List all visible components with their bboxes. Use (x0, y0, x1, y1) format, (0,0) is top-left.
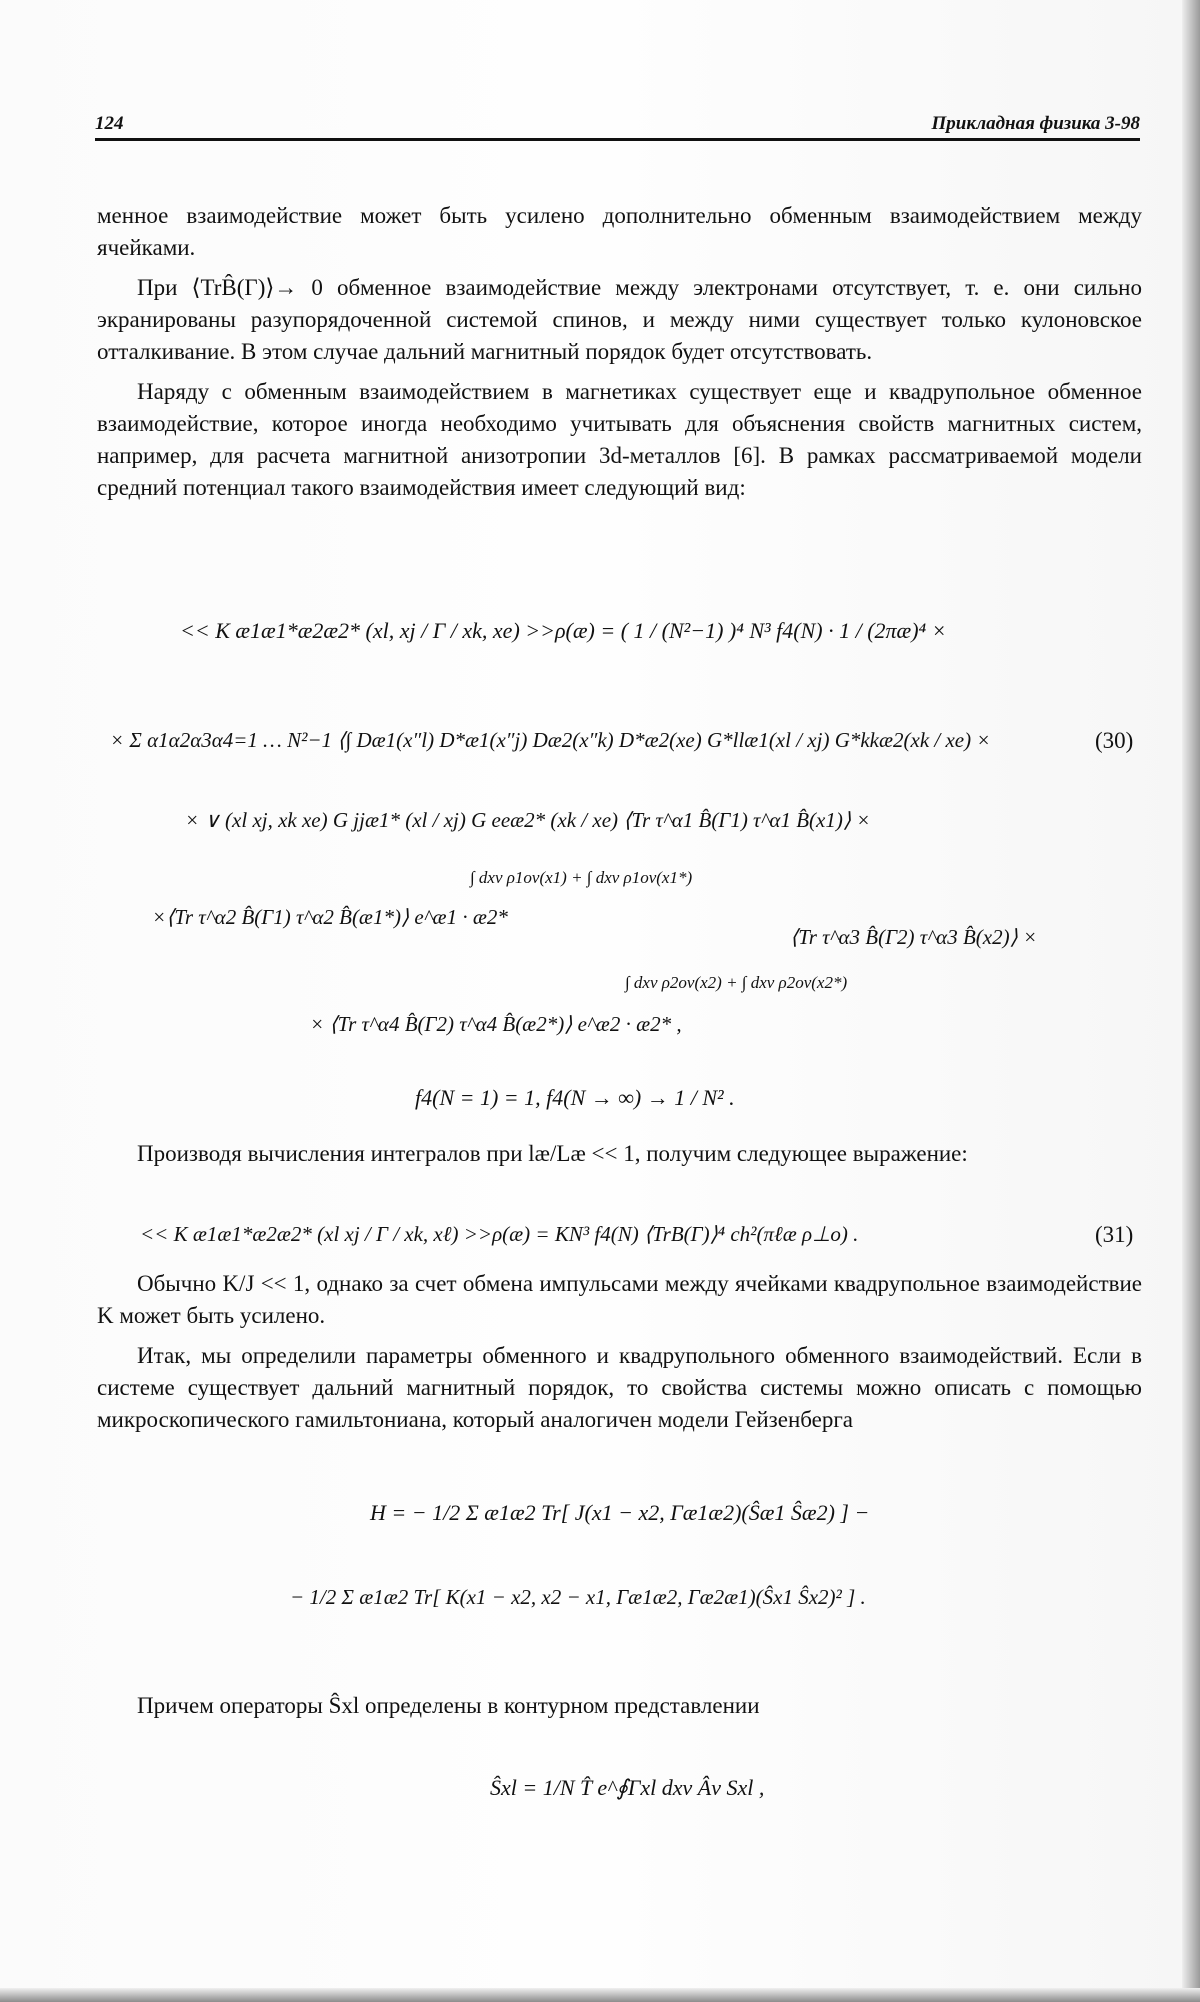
text-block-operators (97, 1690, 1142, 1730)
equation-30-line-4: ×⟨Tr τ^α2 B̂(Γ1) τ^α2 B̂(æ1*)⟩ e^æ1 · æ2* (152, 905, 508, 929)
text-block-top (97, 200, 1142, 512)
paragraph-heisenberg: Итак, мы определили параметры обменного и квадрупольного обменного взаимодействий. Если в системе существует дальний магнитный порядок, то свойства системы можно описать с помощью микроскопического гамильтониана, который аналогичен модели Гейзенберга (97, 1343, 1142, 1432)
equation-30-line-4-right: ⟨Tr τ^α3 B̂(Γ2) τ^α3 B̂(x2)⟩ × (790, 925, 1038, 949)
equation-30-number: (30) (1095, 728, 1134, 753)
equation-31-number: (31) (1095, 1222, 1134, 1247)
equation-30-line-4-exponent: ∫ dxν ρ1oν(x1) + ∫ dxν ρ1oν(x1*) (470, 868, 693, 887)
hamiltonian-line-2: − 1/2 Σ æ1æ2 Tr[ K(x1 − x2, x2 − x1, Γæ1æ2, Γæ2æ1)(Ŝx1 Ŝx2)² ] . (290, 1585, 866, 1609)
paragraph-integrals: Производя вычисления интегралов при læ/Læ << 1, получим следующее выражение: (137, 1141, 968, 1166)
scan-edge-right (1182, 0, 1200, 2002)
paragraph-exchange-absent: При ⟨TrB̂(Γ)⟩→ 0 обменное взаимодействие между электронами отсутствует, т. е. они сильно экранированы разупорядоченной системой спинов, и между ними существует только кулоновское отталкивание. В этом случае дальний магнитный порядок будет отсутствовать. (97, 275, 1142, 364)
running-header (95, 110, 1140, 141)
text-block-integrals (97, 1138, 1142, 1178)
paragraph-quadrupole: Наряду с обменным взаимодействием в магнетиках существует еще и квадрупольное обменное взаимодействие, которое иногда необходимо учитывать для объяснения свойств магнитных систем, например, для расчета магнитной анизотропии 3d-металлов [6]. В рамках рассматриваемой модели средний потенциал такого взаимодействия имеет следующий вид: (97, 379, 1142, 500)
s-operator-equation: Ŝxl = 1/N T̂ e^∮Γxl dxν Âν Sxl , (490, 1775, 765, 1800)
equation-30-line-3: × ∨ (xl xj, xk xe) G jjæ1* (xl / xj) G eeæ2* (xk / xe) ⟨Tr τ^α1 B̂(Γ1) τ^α1 B̂(x1)⟩ × (185, 808, 871, 832)
equation-31: << K æ1æ1*æ2æ2* (xl xj / Γ / xk, xℓ) >>ρ(æ) = KN³ f4(N) ⟨TrB(Γ)⟩⁴ ch²(πℓæ ρ⊥o) . (140, 1222, 859, 1246)
journal-title: Прикладная физика 3-98 (931, 113, 1140, 134)
paragraph-quadrupole-enhanced: Обычно K/J << 1, однако за счет обмена импульсами между ячейками квадрупольное взаимодействие K может быть усилено. (97, 1271, 1142, 1328)
page-number: 124 (95, 113, 124, 134)
equation-30-line-2: × Σ α1α2α3α4=1 … N²−1 ⟨∫ Dæ1(x″l) D*æ1(x″j) Dæ2(x″k) D*æ2(xe) G*llæ1(xl / xj) G*kkæ2(xk / xe) × (110, 728, 991, 752)
scan-edge-bottom (0, 1988, 1200, 2002)
paragraph-continuation: менное взаимодействие может быть усилено дополнительно обменным взаимодействием между ячейками. (97, 203, 1142, 260)
hamiltonian-line-1: H = − 1/2 Σ æ1æ2 Tr[ J(x1 − x2, Γæ1æ2)(Ŝæ1 Ŝæ2) ] − (370, 1500, 870, 1525)
equation-30-line-5-exponent: ∫ dxν ρ2oν(x2) + ∫ dxν ρ2oν(x2*) (625, 973, 848, 992)
equation-30-line-1: << K æ1æ1*æ2æ2* (xl, xj / Γ / xk, xe) >>ρ(æ) = ( 1 / (N²−1) )⁴ N³ f4(N) · 1 / (2πæ)⁴ × (180, 618, 947, 643)
equation-30-line-6: f4(N = 1) = 1, f4(N → ∞) → 1 / N² . (415, 1085, 735, 1110)
text-block-bottom (97, 1268, 1142, 1444)
paragraph-operators: Причем операторы Ŝxl определены в контурном представлении (137, 1693, 760, 1718)
equation-30-line-5: × ⟨Tr τ^α4 B̂(Γ2) τ^α4 B̂(æ2*)⟩ e^æ2 · æ2* , (310, 1012, 682, 1036)
